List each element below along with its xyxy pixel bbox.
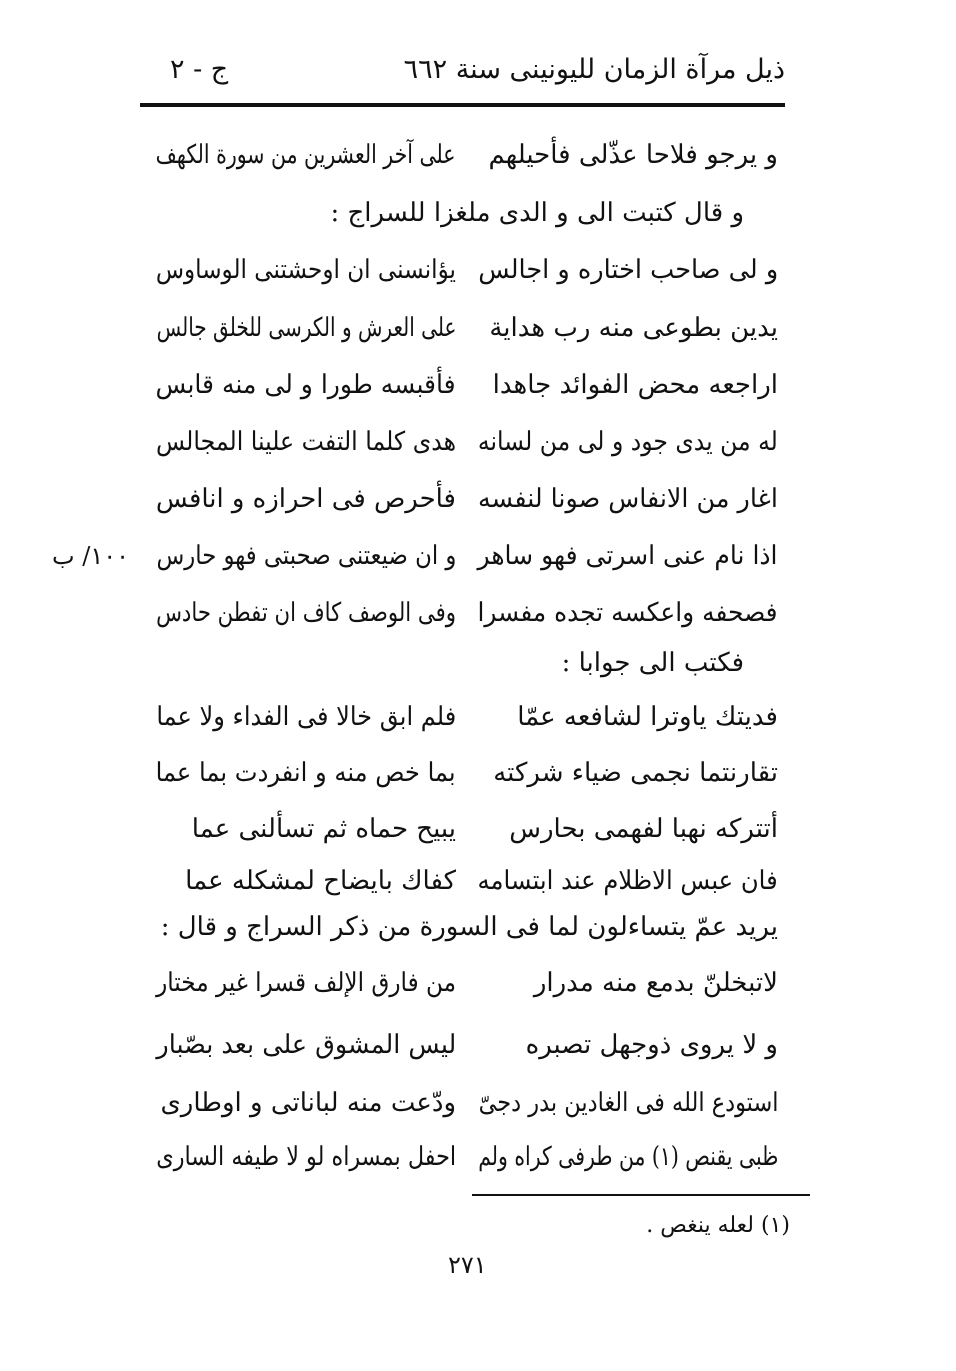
verse-first-hemistich: فصحفه واعكسه تجده مفسرا: [477, 598, 778, 628]
verse-second-hemistich: فلم ابق خالا فى الفداء ولا عما: [156, 702, 456, 732]
verse-first-hemistich: يدين بطوعى منه رب هداية: [489, 313, 778, 343]
verse-second-hemistich: على العرش و الكرسى للخلق جالس: [156, 313, 456, 343]
page-number: ٢٧١: [448, 1251, 487, 1279]
verse-second-hemistich: فأقبسه طورا و لى منه قابس: [155, 370, 456, 400]
prose-line: و قال كتبت الى و الدى ملغزا للسراج :: [330, 198, 744, 228]
footnote-rule: [472, 1194, 810, 1196]
verse-first-hemistich: اذا نام عنى اسرتى فهو ساهر: [478, 541, 778, 571]
verse-first-hemistich: له من يدى جود و لى من لسانه: [478, 427, 778, 457]
verse-second-hemistich: على آخر العشرين من سورة الكهف: [156, 140, 456, 170]
prose-line: يريد عمّ يتساءلون لما فى السورة من ذكر السراج و قال :: [160, 912, 778, 942]
verse-first-hemistich: أتتركه نهبا لفهمى بحارس: [509, 814, 778, 844]
verse-first-hemistich: و لا يروى ذوجهل تصبره: [525, 1030, 778, 1060]
verse-second-hemistich: يؤانسنى ان اوحشتنى الوساوس: [155, 255, 456, 285]
verse-first-hemistich: و يرجو فلاحا عذّلى فأحيلهم: [488, 140, 778, 170]
verse-second-hemistich: ليس المشوق على بعد بصّبار: [156, 1030, 456, 1060]
margin-folio-note: ١٠٠/ ب: [52, 542, 129, 570]
verse-second-hemistich: وفى الوصف كاف ان تفطن حادس: [156, 598, 456, 628]
verse-second-hemistich: يبيح حماه ثم تسألنى عما: [191, 814, 456, 844]
prose-line: فكتب الى جوابا :: [561, 648, 744, 678]
verse-first-hemistich: تقارنتما نجمى ضياء شركته: [493, 758, 778, 788]
volume-number: ج - ٢: [170, 54, 229, 85]
running-title: ذيل مرآة الزمان لليونينى سنة ٦٦٢: [403, 54, 785, 85]
verse-second-hemistich: بما خص منه و انفردت بما عما: [155, 758, 456, 788]
verse-second-hemistich: كفاك بايضاح لمشكله عما: [185, 866, 456, 896]
verse-second-hemistich: هدى كلما التفت علينا المجالس: [155, 427, 456, 457]
verse-second-hemistich: ودّعت منه لباناتى و اوطارى: [160, 1088, 456, 1118]
verse-first-hemistich: فان عبس الاظلام عند ابتسامه: [477, 866, 778, 896]
running-header: [140, 50, 785, 100]
verse-second-hemistich: فأحرص فى احرازه و انافس: [155, 484, 456, 514]
verse-first-hemistich: ظبى يقنص (١) من طرفى كراه ولم: [477, 1142, 778, 1172]
verse-first-hemistich: فديتك ياوترا لشافعه عمّا: [517, 702, 778, 732]
footnote: (١) لعله ينغص .: [646, 1213, 790, 1238]
verse-second-hemistich: و ان ضيعتنى صحبتى فهو حارس: [156, 541, 456, 571]
verse-first-hemistich: و لى صاحب اختاره و اجالس: [478, 255, 778, 285]
verse-first-hemistich: استودع الله فى الغادين بدر دجىّ: [478, 1088, 778, 1118]
verse-first-hemistich: اراجعه محض الفوائد جاهدا: [492, 370, 778, 400]
verse-first-hemistich: لاتبخلنّ بدمع منه مدرار: [533, 968, 778, 998]
verse-first-hemistich: اغار من الانفاس صونا لنفسه: [478, 484, 778, 514]
verse-second-hemistich: من فارق الإلف قسرا غير مختار: [156, 968, 456, 998]
verse-second-hemistich: احفل بمسراه لو لا طيفه السارى: [156, 1142, 456, 1172]
header-rule: [140, 103, 785, 107]
